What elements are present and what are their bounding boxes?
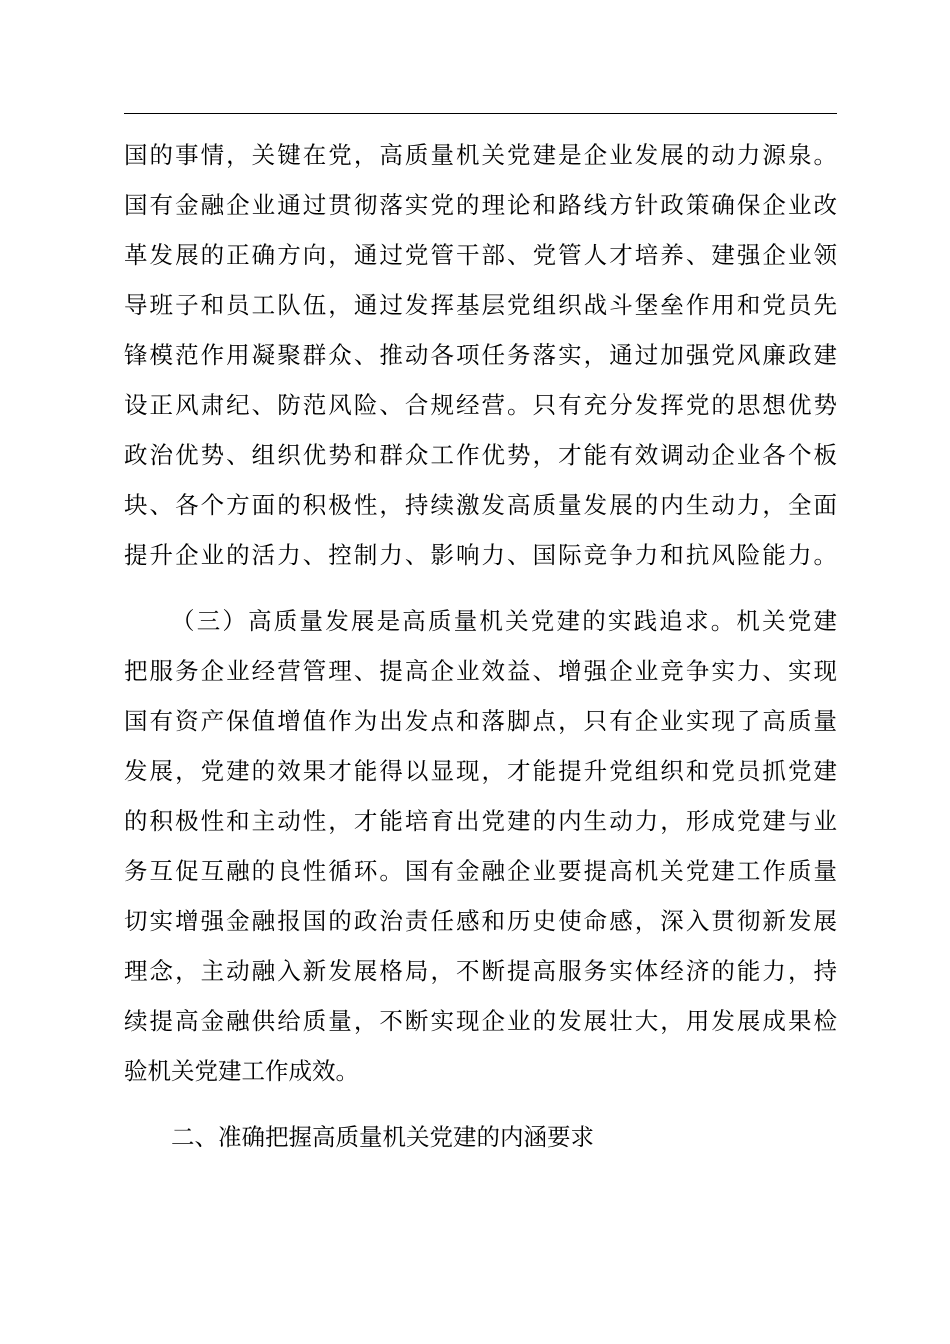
paragraph-1-line-4: 导班子和员工队伍，通过发挥基层党组织战斗堡垒作用和党员先 xyxy=(124,291,837,319)
paragraph-2-line-6: 务互促互融的良性循环。国有金融企业要提高机关党建工作质量 xyxy=(124,857,837,885)
paragraph-1-line-8: 块、各个方面的积极性，持续激发高质量发展的内生动力，全面 xyxy=(124,491,837,519)
paragraph-1-line-6: 设正风肃纪、防范风险、合规经营。只有充分发挥党的思想优势 xyxy=(124,391,837,419)
paragraph-2-line-2: 把服务企业经营管理、提高企业效益、增强企业竞争实力、实现 xyxy=(124,657,837,685)
paragraph-2-line-1: （三）高质量发展是高质量机关党建的实践追求。机关党建 xyxy=(171,607,837,635)
paragraph-2-line-7: 切实增强金融报国的政治责任感和历史使命感，深入贯彻新发展 xyxy=(124,907,837,935)
paragraph-2-line-3: 国有资产保值增值作为出发点和落脚点，只有企业实现了高质量 xyxy=(124,707,837,735)
paragraph-1-line-5: 锋模范作用凝聚群众、推动各项任务落实，通过加强党风廉政建 xyxy=(124,341,837,369)
paragraph-1-line-3: 革发展的正确方向，通过党管干部、党管人才培养、建强企业领 xyxy=(124,241,837,269)
paragraph-1-line-9: 提升企业的活力、控制力、影响力、国际竞争力和抗风险能力。 xyxy=(124,541,837,569)
paragraph-1-line-1: 国的事情，关键在党，高质量机关党建是企业发展的动力源泉。 xyxy=(124,141,837,169)
section-heading: 二、准确把握高质量机关党建的内涵要求 xyxy=(171,1123,594,1151)
paragraph-2-line-8: 理念，主动融入新发展格局，不断提高服务实体经济的能力，持 xyxy=(124,957,837,985)
paragraph-1-line-7: 政治优势、组织优势和群众工作优势，才能有效调动企业各个板 xyxy=(124,441,837,469)
paragraph-2-line-4: 发展，党建的效果才能得以显现，才能提升党组织和党员抓党建 xyxy=(124,757,837,785)
header-rule xyxy=(124,113,837,114)
paragraph-1-line-2: 国有金融企业通过贯彻落实党的理论和路线方针政策确保企业改 xyxy=(124,191,837,219)
paragraph-2-line-9: 续提高金融供给质量，不断实现企业的发展壮大，用发展成果检 xyxy=(124,1007,837,1035)
paragraph-2-line-5: 的积极性和主动性，才能培育出党建的内生动力，形成党建与业 xyxy=(124,807,837,835)
paragraph-2-line-10: 验机关党建工作成效。 xyxy=(124,1057,359,1085)
